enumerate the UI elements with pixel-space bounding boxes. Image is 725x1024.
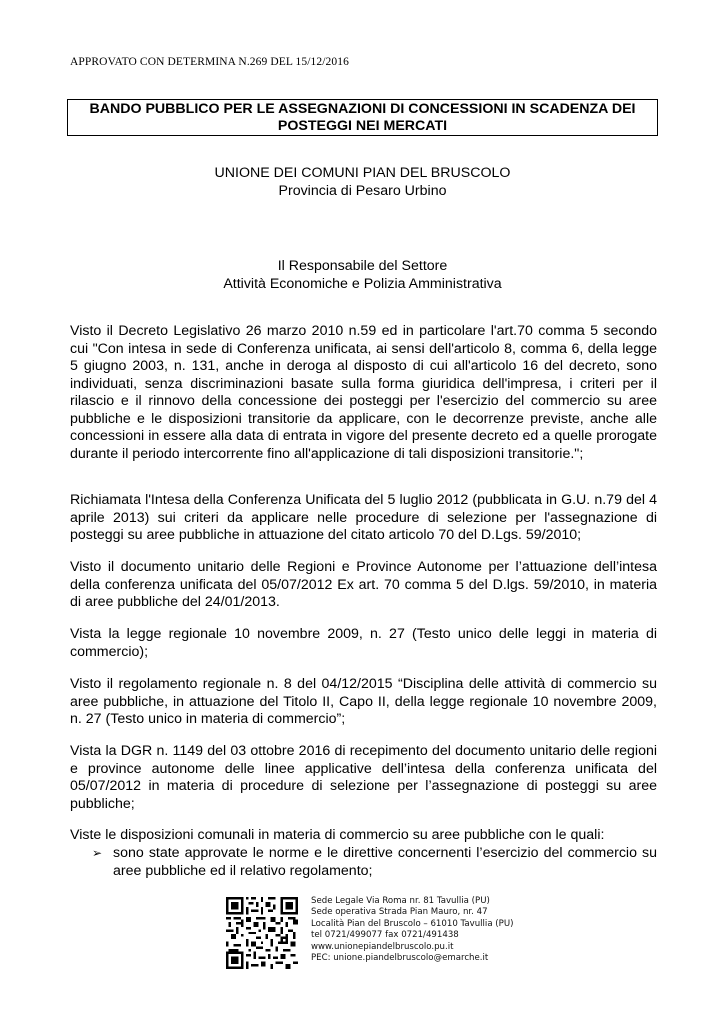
body-paragraph: [70, 676, 657, 729]
paragraph-text: Visto il documento unitario delle Regioni e Province Autonome per l’attuazione dell’intesa della conferenza unificata del 05/07/2012 Ex art. 70 comma 5 del D.lgs. 59/2010, in materia di aree pubbliche del 24/01/2013.: [70, 559, 657, 610]
footer-line: Sede operativa Strada Pian Mauro, nr. 47: [311, 907, 488, 918]
body-paragraph: [70, 743, 657, 813]
footer-website-link[interactable]: www.unionepiandelbruscolo.pu.it: [311, 941, 454, 952]
paragraph-text: Visto il regolamento regionale n. 8 del 04/12/2015 “Disciplina delle attività di commercio su aree pubbliche, in attuazione del Titolo II, Capo II, della legge regionale 10 novembre 2009, n. 27 (Testo unico in materia di commercio”;: [70, 676, 657, 727]
paragraph-text: Visto il Decreto Legislativo 26 marzo 2010 n.59 ed in particolare l'art.70 comma 5 secondo cui "Con intesa in sede di Conferenza unificata, ai sensi dell'articolo 8, comma 6, della legge 5 giugno 2003, n. 131, anche in deroga al disposto di cui all'articolo 16 del decreto, sono individuati, senza discriminazioni basate sulla forma giuridica dell'impresa, i criteri per il rilascio e il rinnovo della concessione dei posteggi per l'esercizio del commercio su aree pubbliche e le disposizioni transitorie da applicare, con le decorrenze previste, anche alle concessioni in essere alla data di entrata in vigore del presente decreto ed a quelle prorogate durante il periodo intercorrente fino all'applicazione di tali disposizioni transitorie.";: [70, 323, 657, 462]
body-paragraph: [70, 559, 657, 612]
body-paragraph: [70, 492, 657, 545]
footer-line: Sede Legale Via Roma nr. 81 Tavullia (PU): [311, 896, 490, 906]
footer-line: Località Pian del Bruscolo – 61010 Tavullia (PU): [311, 918, 514, 929]
footer-line: tel 0721/499077 fax 0721/491438: [311, 930, 459, 941]
arrow-bullet-icon: ➢: [92, 846, 103, 860]
issuer-role: Il Responsabile del Settore: [277, 258, 448, 274]
document-title-line-2: POSTEGGI NEI MERCATI: [277, 118, 448, 134]
list-item: [92, 845, 657, 880]
paragraph-text: Vista la legge regionale 10 novembre 2009, n. 27 (Testo unico delle leggi in materia di commercio);: [70, 626, 657, 660]
body-paragraph: [70, 827, 657, 845]
paragraph-text: Richiamata l'Intesa della Conferenza Unificata del 5 luglio 2012 (pubblicata in G.U. n.79 del 4 aprile 2013) sui criteri da applicare nelle procedure di selezione per l'assegnazione di posteggi su aree pubbliche in attuazione del citato articolo 70 del D.Lgs. 59/2010;: [70, 492, 657, 543]
issuer-sector: Attività Economiche e Polizia Amministrativa: [223, 276, 502, 292]
document-title-box: [67, 99, 658, 136]
paragraph-text: Viste le disposizioni comunali in materia di commercio su aree pubbliche con le quali:: [70, 827, 605, 843]
document-title-line-1: BANDO PUBBLICO PER LE ASSEGNAZIONI DI CONCESSIONI IN SCADENZA DEI: [89, 101, 636, 117]
paragraph-text: Vista la DGR n. 1149 del 03 ottobre 2016 di recepimento del documento unitario delle regioni e province autonome delle linee applicative dell’intesa della conferenza unificata del 05/07/2012 in materia di procedure di selezione per l’assegnazione di posteggi su aree pubbliche;: [70, 743, 657, 812]
footer-pec-link[interactable]: PEC: unione.piandelbruscolo@emarche.it: [311, 953, 489, 964]
body-paragraph: [70, 323, 657, 463]
footer-contacts: [311, 896, 514, 964]
issuer-province: Provincia di Pesaro Urbino: [278, 183, 447, 199]
list-item-text: sono state approvate le norme e le direttive concernenti l’esercizio del commercio su aree pubbliche ed il relativo regolamento;: [113, 845, 657, 879]
approval-note: APPROVATO CON DETERMINA N.269 DEL 15/12/2016: [70, 56, 349, 68]
qr-code-icon: [226, 897, 298, 969]
issuer-org: UNIONE DEI COMUNI PIAN DEL BRUSCOLO: [214, 165, 511, 181]
body-paragraph: [70, 626, 657, 661]
